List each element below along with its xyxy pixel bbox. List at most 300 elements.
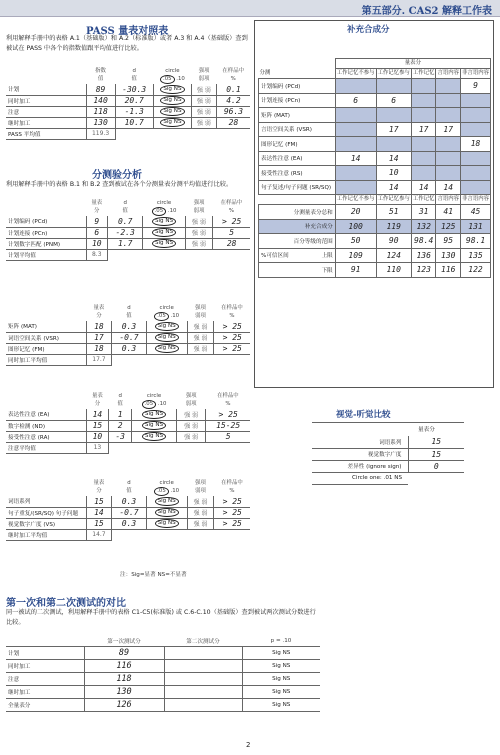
supp-cell: 14 [411,180,436,195]
supplementary-box [254,20,494,388]
subtest-score: 14 [86,409,109,420]
subtest-score: 18 [86,321,112,332]
supp-ci-cell: 130 [436,248,461,263]
subtest-strength-weakness: 强 弱 [185,216,213,227]
pass-row-sig-text: Sig NS [160,118,184,127]
col-pct-unit: % [229,488,235,494]
supp-summary-cell: 98.1 [461,234,491,249]
col-pct: 在样品中 [220,200,243,206]
pass-row-sig [153,84,191,95]
pass-row-label: 计划 [6,84,86,95]
supp-summary-label: 百分等级的范围 [259,234,336,249]
supp-col-4-repeat: 言语内容 [436,195,461,205]
supp-col-5: 非言语内容 [461,69,491,79]
blank-cell [214,354,250,365]
subtest-header-row [6,305,250,312]
subtest-score: 10 [86,238,108,249]
supp-cell [411,151,436,166]
pass-row-strength-weakness: 强 弱 [192,95,217,106]
visual-row-value: 15 [408,448,464,460]
col-pct: 在样品中 [221,305,243,311]
col-circle-p [146,487,187,496]
col-circle: circle [156,200,172,206]
subtest-pct: > 25 [214,496,250,507]
supp-summary-cell: 90 [376,234,411,249]
col-weakness: 弱项 [195,313,206,319]
col-d: d [118,393,122,399]
supp-cell [411,108,436,123]
subtest-pct: 5 [206,431,250,442]
supp-cell [335,180,376,195]
subtest-sig [146,321,187,332]
subtest-score: 18 [86,343,112,354]
retest-col-first: 第一次测试分 [84,636,164,646]
subtest-header-row-2 [6,207,250,216]
pass-row-sig [153,95,191,106]
supp-header-scale: 量表分 [335,59,490,69]
subtest-label: 词语系列 [6,496,86,507]
supp-row [259,79,491,94]
subtest-row [6,321,250,332]
retest-col-second: 第二次测试分 [164,636,242,646]
col-scale: 量表 [93,480,105,486]
col-weakness: 弱项 [198,76,210,82]
supp-cell [461,166,491,181]
supp-row-label: 计划连接 (PCn) [259,93,336,108]
supp-cell: 14 [376,151,411,166]
subtest-sig-text: Sig NS [155,519,179,528]
subtest-sig-text: Sig NS [142,421,166,430]
subtest-d: 1.7 [108,238,143,249]
supp-ci-cell: 123 [411,263,436,278]
subtest-avg-label: 继时加工平均值 [6,529,86,540]
subtest-sig [146,507,187,518]
retest-first-score: 130 [84,685,164,698]
supp-cell [376,108,411,123]
subtest-label: 计划数字匹配 (PNM) [6,238,86,249]
supp-ci-row [259,263,491,278]
blank-cell [187,354,214,365]
supp-cell [411,166,436,181]
subtest-sig-text: Sig NS [155,497,179,506]
pass-row-d: 10.7 [115,117,153,128]
subtest-strength-weakness: 强 弱 [187,496,214,507]
supp-cell [335,122,376,137]
col-d-value: 值 [126,313,132,319]
supp-col-3-repeat: 工作记忆 [411,195,436,205]
supplementary-table [258,58,491,278]
retest-col-p: p = .10 [242,636,320,646]
pass-row-value: 89 [86,84,115,95]
page-title: 第五部分. CAS2 解释工作表 [361,6,492,17]
subtest-sig [146,343,187,354]
col-d-value: 值 [117,401,123,407]
visual-row-value: 0 [408,460,464,472]
supp-col-1-repeat: 工作记忆不参与 [335,195,376,205]
supp-summary-row [259,234,491,249]
retest-row-label: 全量表分 [6,698,84,711]
blank-cell [108,249,143,260]
col-circle: circle [165,68,180,74]
subtest-label: 词语空间关系 (VSR) [6,332,86,343]
col-circle-p: .05 .10 [153,75,191,84]
subtest-table-3 [6,393,250,454]
subtest-d: 0.7 [108,216,143,227]
col-scale: 量表 [91,200,103,206]
supp-cell [411,137,436,152]
retest-row-label: 同时加工 [6,659,84,672]
subtest-label: 表达性注意 (EA) [6,409,86,420]
supp-row-label: 接受性注意 (RS) [259,166,336,181]
retest-sig: Sig NS [242,685,320,698]
blank-cell [6,400,86,409]
subtest-row [6,216,250,227]
visual-header-score: 量表分 [418,427,435,433]
supp-col-1: 工作记忆不参与 [335,69,376,79]
subtest-header-row [6,200,250,207]
supp-summary-cell: 119 [376,219,411,234]
col-pct-unit: % [230,76,236,82]
supp-ci-label [259,263,336,278]
retest-sig: Sig NS [242,646,320,659]
p-05: .05 [154,487,169,496]
retest-row [6,685,320,698]
subtest-pct: > 25 [214,518,250,529]
subtest-table-1 [6,200,250,261]
col-weakness: 弱项 [193,208,205,214]
supp-cell: 9 [461,79,491,94]
subtest-sig [143,238,185,249]
subtest-header-row [6,393,250,400]
blank-cell [206,442,250,453]
pass-row-strength-weakness: 强 弱 [192,106,217,117]
subtest-avg-row [6,442,250,453]
subtest-score: 6 [86,227,108,238]
subtest-pct: > 25 [213,216,250,227]
blank-cell [6,487,86,496]
supp-cell [436,137,461,152]
retest-row-label: 注意 [6,672,84,685]
p-10: .10 [170,313,180,319]
visual-table [312,436,464,485]
subtest-description: 利用解释手册中的表格 B.1 和 B.2 查到被试在各个分测量表分测平均值进行比较。 [6,181,233,188]
subtest-label: 接受性注意 (RA) [6,431,86,442]
pass-row-sig-text: Sig NS [160,85,184,94]
blank-cell [112,529,146,540]
subtest-sig-text: Sig NS [142,432,166,441]
col-circle-p [146,312,187,321]
subtest-label: 矩阵 (MAT) [6,321,86,332]
subtest-d: 0.3 [112,321,146,332]
visual-row-label: 差异性 (ignore sign) [312,460,408,472]
retest-sig: Sig NS [242,672,320,685]
supp-cell [335,108,376,123]
subtest-avg-label: 计划平均值 [6,249,86,260]
subtest-d: 0.3 [112,343,146,354]
blank-cell [143,249,185,260]
col-score: 分 [96,488,102,494]
col-pct: 在样品中 [221,480,243,486]
subtest-avg-value: 13 [86,442,109,453]
supp-summary-label: 分测量表分总和 [259,205,336,220]
supp-summary-cell: 20 [335,205,376,220]
blank-cell [6,207,86,216]
col-d-value: 值 [122,208,128,214]
supp-cell: 6 [335,93,376,108]
subtest-row [6,431,250,442]
supp-cell: 10 [376,166,411,181]
supp-summary-cell: 41 [436,205,461,220]
visual-row-label: 词语系列 [312,436,408,448]
subtest-sig-text: Sig NS [142,410,166,419]
subtest-avg-row [6,529,250,540]
col-strength: 强项 [195,305,206,311]
retest-second-score [164,672,242,685]
subtest-sig-text: Sig NS [155,344,179,353]
supp-row-label: 图形记忆 (FM) [259,137,336,152]
col-weakness: 弱项 [195,488,206,494]
subtest-d: -0.7 [112,507,146,518]
supp-row [259,166,491,181]
pass-row [6,84,250,95]
subtest-sig-text: Sig NS [155,333,179,342]
subtest-pct: > 25 [214,507,250,518]
subtest-pct: 5 [213,227,250,238]
col-circle: circle [159,480,174,486]
retest-row-label: 继时加工 [6,685,84,698]
p-10: .10 [167,208,177,214]
subtest-sig [146,332,187,343]
subtest-strength-weakness: 强 弱 [187,321,214,332]
subtest-avg-value: 14.7 [86,529,112,540]
supp-summary-cell: 131 [461,219,491,234]
retest-second-score [164,698,242,711]
pass-row-sig [153,106,191,117]
supp-row [259,108,491,123]
supp-row-label: 计划编码 (PCd) [259,79,336,94]
ci-bound-label: 上限 [321,253,333,260]
supp-summary-cell: 125 [436,219,461,234]
pass-row-d: -1.3 [115,106,153,117]
subtest-score: 15 [86,420,109,431]
subtest-d: 2 [109,420,132,431]
retest-first-score: 89 [84,646,164,659]
pass-row-value: 140 [86,95,115,106]
col-pct-unit: % [228,208,234,214]
subtest-d: 0.3 [112,496,146,507]
subtest-pct: 15-25 [206,420,250,431]
p-10: .10 [170,488,180,494]
pass-row-value: 118 [86,106,115,117]
supp-cell [335,166,376,181]
supp-col-5-repeat: 非言语内容 [461,195,491,205]
subtest-pct: > 25 [214,343,250,354]
pass-row [6,95,250,106]
supp-ci-cell: 91 [335,263,376,278]
subtest-strength-weakness: 强 弱 [185,227,213,238]
pass-row-pct: 0.1 [216,84,250,95]
blank-cell [6,480,86,487]
pass-row-pct: 4.2 [216,95,250,106]
subtest-score: 14 [86,507,112,518]
subtest-header-row-2 [6,400,250,409]
col-d: d [132,68,136,74]
col-strength: 强项 [198,68,210,74]
supp-cell [335,137,376,152]
supp-summary-cell: 95 [436,234,461,249]
col-d: d [127,480,131,486]
subtest-sig [143,227,185,238]
supp-summary-cell: 100 [335,219,376,234]
subtest-row [6,420,250,431]
supp-summary-row [259,219,491,234]
subtest-pct: > 25 [214,332,250,343]
subtest-label: 计划连接 (PCn) [6,227,86,238]
supp-cell: 6 [376,93,411,108]
page-header [0,0,500,17]
pass-table [6,68,250,140]
subtest-table-2 [6,305,250,366]
subtest-label: 计划编码 (PCd) [6,216,86,227]
retest-sig: Sig NS [242,698,320,711]
blank-cell [185,249,213,260]
blank-cell [6,393,86,400]
blank-cell [146,529,187,540]
visual-row-value [408,472,464,484]
supp-row [259,122,491,137]
subtest-score: 15 [86,518,112,529]
subtest-strength-weakness: 强 弱 [187,507,214,518]
retest-second-score [164,659,242,672]
supp-cell [461,151,491,166]
subtest-score: 10 [86,431,109,442]
supp-ci-cell: 124 [376,248,411,263]
subtest-label: 句子重复/(SR/SQ) 句子问题 [6,507,86,518]
col-score: 分 [96,313,102,319]
pass-row-value: 130 [86,117,115,128]
supp-cell [436,108,461,123]
subtest-sig [146,518,187,529]
supp-cell: 14 [376,180,411,195]
subtest-sig [131,409,176,420]
col-value: 值 [97,76,104,82]
supp-cell [461,93,491,108]
supp-ci-cell: 109 [335,248,376,263]
supp-row-label: 矩阵 (MAT) [259,108,336,123]
subtest-avg-row [6,354,250,365]
supp-summary-label: 补充合成分 [259,219,336,234]
pass-row-label: 注意 [6,106,86,117]
subtest-row [6,518,250,529]
retest-table [6,636,320,712]
col-strength: 强项 [185,393,197,399]
supp-cell: 17 [376,122,411,137]
pass-row-label: 继时加工 [6,117,86,128]
subtest-avg-value: 17.7 [86,354,112,365]
blank-cell [187,529,214,540]
pass-row [6,117,250,128]
col-circle: circle [146,393,162,399]
supp-summary-cell: 51 [376,205,411,220]
subtest-strength-weakness: 强 弱 [185,238,213,249]
significance-note: 注：Sig=显著 NS=不显著 [120,572,187,578]
subtest-pct: 28 [213,238,250,249]
retest-row [6,659,320,672]
col-d-value: 值 [131,76,137,82]
supp-ci-cell: 122 [461,263,491,278]
subtest-section-title: 分测验分析 [92,170,142,181]
visual-row [312,448,464,460]
visual-row-label: 视觉数字广度 [312,448,408,460]
p-10: .10 [157,401,167,407]
subtest-strength-weakness: 强 弱 [187,343,214,354]
supp-cell [461,180,491,195]
retest-second-score [164,646,242,659]
pass-row-strength-weakness: 强 弱 [192,117,217,128]
supp-ci-cell: 136 [411,248,436,263]
subtest-d: -2.3 [108,227,143,238]
subtest-sig-text: Sig NS [152,217,176,226]
supp-cell [461,122,491,137]
subtest-strength-weakness: 强 弱 [177,409,206,420]
supp-summary-cell: 50 [335,234,376,249]
retest-row [6,646,320,659]
subtest-pct: > 25 [214,321,250,332]
supp-cell: 18 [461,137,491,152]
subtest-header-row [6,480,250,487]
blank-cell [6,200,86,207]
supp-ci-cell: 116 [436,263,461,278]
supp-cell [436,93,461,108]
supp-summary-cell: 98.4 [411,234,436,249]
supp-ci-cell: 110 [376,263,411,278]
supp-row-label: 表达性注意 (EA) [259,151,336,166]
supp-col-2-repeat: 工作记忆参与 [376,195,411,205]
subtest-label: 数字检测 (ND) [6,420,86,431]
subtest-row [6,343,250,354]
col-circle: circle [159,305,174,311]
col-circle-p [143,207,185,216]
supp-ci-row [259,248,491,263]
col-pct: 在样品中 [222,68,244,74]
pass-row-strength-weakness: 强 弱 [192,84,217,95]
supp-row [259,93,491,108]
supp-cell [436,151,461,166]
col-index: 指数 [95,68,106,74]
subtest-avg-row [6,249,250,260]
blank-cell [177,442,206,453]
subtest-strength-weakness: 强 弱 [187,518,214,529]
col-score: 分 [94,401,101,407]
subtest-row [6,496,250,507]
blank-cell [109,442,132,453]
retest-first-score: 126 [84,698,164,711]
pass-row-sig-text: Sig NS [160,96,184,105]
col-circle-p [131,400,176,409]
col-pct: 在样品中 [217,393,239,399]
pass-row [6,106,250,117]
retest-row [6,698,320,711]
pass-description: 利用解释手册中的表格 A.1（基础版）和 A.2（标准版）或者 A.3 和 A.4（基础版）查到被试在 PASS 中各个的指数值跟平均值进行比较。 [6,35,248,52]
p-05: .05 [152,207,167,216]
subtest-avg-label: 注意平均值 [6,442,86,453]
col-scale: 量表 [93,305,105,311]
subtest-header-row-2 [6,312,250,321]
visual-section-title: 视觉-听觉比较 [336,410,391,420]
visual-row-label: Circle one: .01 NS [312,472,408,484]
blank-cell [6,312,86,321]
supp-col-2: 工作记忆参与 [376,69,411,79]
